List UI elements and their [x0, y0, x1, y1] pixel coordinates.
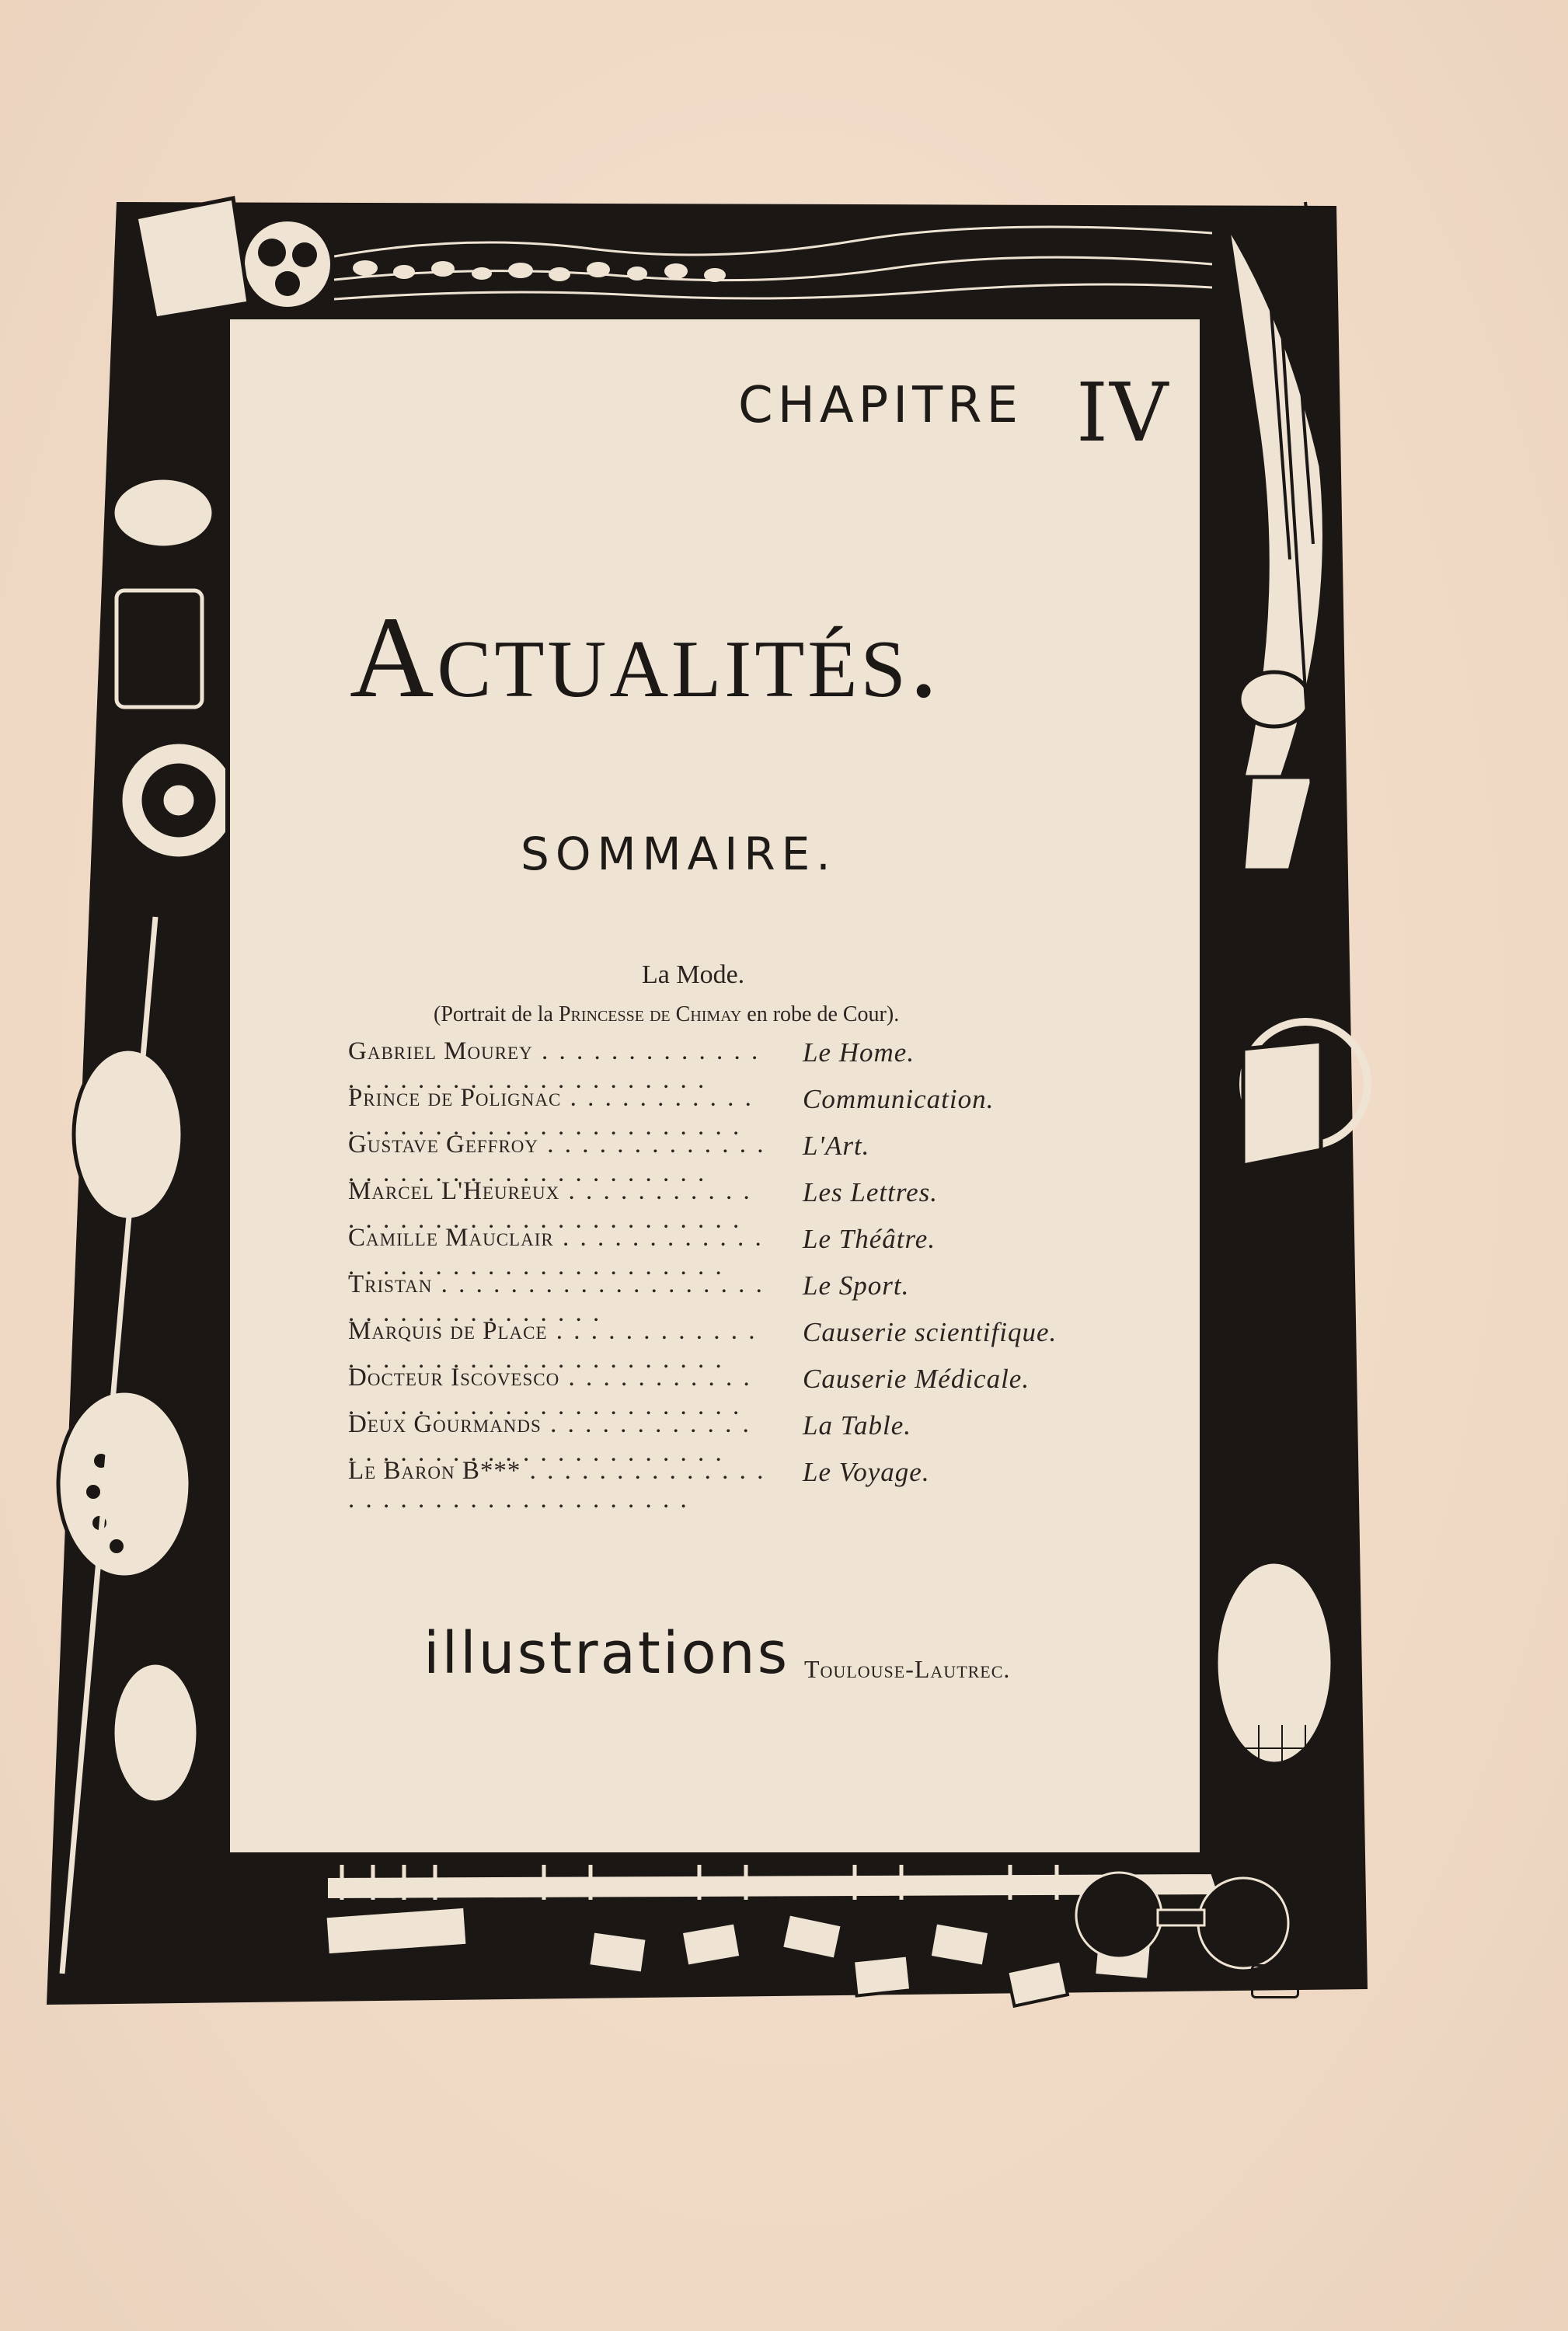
contents-entry	[348, 1224, 1094, 1270]
entry-author: Gustave Geffroy . . .	[348, 1131, 768, 1188]
lead-sub-before: (Portrait de la	[434, 1002, 559, 1026]
contents-entry	[348, 1270, 1094, 1317]
entry-topic: Le Théâtre.	[803, 1224, 936, 1254]
entry-author: Docteur Iscovesco . . .	[348, 1364, 768, 1421]
lead-sub-name: Princesse de Chimay	[558, 1002, 742, 1026]
entry-topic: La Table.	[803, 1410, 911, 1441]
entry-author: Le Baron B*** . . .	[348, 1457, 768, 1514]
entry-author: Gabriel Mourey . . .	[348, 1037, 768, 1095]
entry-topic: Le Home.	[803, 1037, 915, 1068]
entry-topic: Les Lettres.	[803, 1177, 939, 1207]
contents-entry	[348, 1410, 1094, 1457]
contents-entry	[348, 1177, 1094, 1224]
summary-heading: SOMMAIRE.	[521, 828, 837, 880]
contents-entry	[348, 1317, 1094, 1364]
entry-topic: L'Art.	[803, 1131, 870, 1161]
entry-topic: Le Sport.	[803, 1270, 910, 1301]
contents-list	[348, 1037, 1094, 1503]
entry-author: Marquis de Place . . .	[348, 1317, 768, 1375]
artist-monogram: FV	[1251, 1964, 1299, 1998]
page-title: Actualités.	[350, 593, 942, 722]
illustrations-label: illustrations	[423, 1620, 790, 1687]
contents-entry	[348, 1037, 1094, 1084]
entry-topic: Causerie scientifique.	[803, 1317, 1058, 1347]
entry-author: Deux Gourmands . . .	[348, 1410, 768, 1468]
contents-entry	[348, 1131, 1094, 1177]
contents-entry	[348, 1364, 1094, 1410]
lead-sub-after: en robe de Cour).	[741, 1002, 900, 1026]
gear-icon	[242, 219, 333, 309]
chapter-label: CHAPITRE	[738, 377, 1023, 434]
contents-entry	[348, 1457, 1094, 1503]
entry-author: Camille Mauclair . . .	[348, 1224, 768, 1281]
chapter-number: IV	[1076, 365, 1170, 460]
entry-topic: Communication.	[803, 1084, 995, 1114]
entry-topic: Le Voyage.	[803, 1457, 930, 1487]
entry-topic: Causerie Médicale.	[803, 1364, 1030, 1394]
illustrations-artist: Toulouse-Lautrec.	[804, 1655, 1011, 1683]
entry-author: Marcel L'Heureux . . .	[348, 1177, 768, 1235]
lead-title: La Mode.	[642, 960, 745, 989]
lead-subtitle	[434, 1002, 899, 1027]
contents-entry	[348, 1084, 1094, 1131]
entry-author: Prince de Polignac . . .	[348, 1084, 768, 1141]
entry-author: Tristan . . .	[348, 1270, 768, 1328]
